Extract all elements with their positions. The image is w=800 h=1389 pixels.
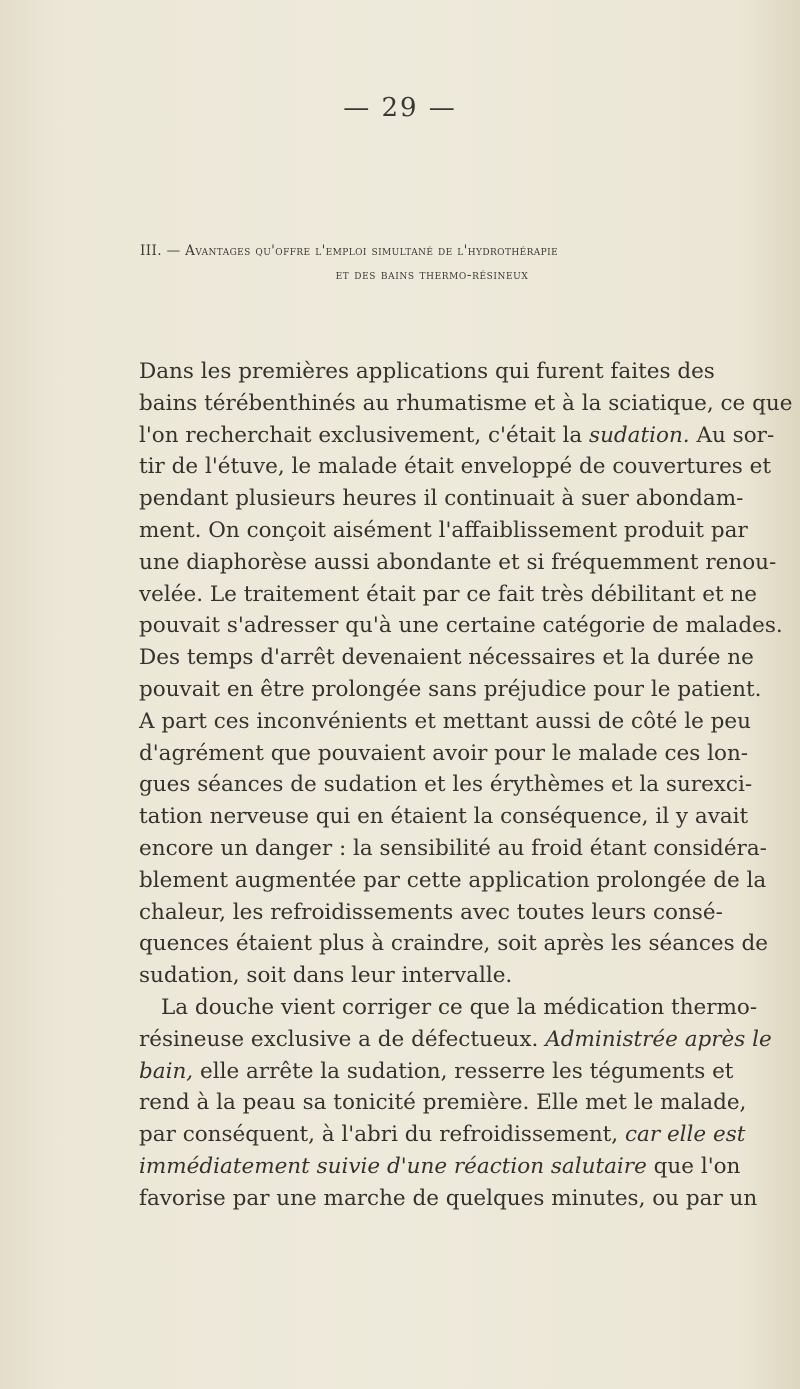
text-line [139, 801, 749, 833]
text-run: pouvait s'adresser qu'à une certaine catégorie de malades. [139, 613, 783, 639]
text-line [139, 483, 744, 515]
text-line [139, 674, 762, 706]
text-run: encore un danger : la sensibilité au froid étant considéra- [139, 835, 767, 861]
body-text [139, 356, 793, 1215]
text-run: d'agrément que pouvaient avoir pour le malade ces lon- [139, 740, 749, 766]
text-run: quences étaient plus à craindre, soit après les séances de [139, 931, 769, 957]
italic-text: bain, [139, 1058, 194, 1084]
text-run: Des temps d'arrêt devenaient nécessaires et la durée ne [139, 645, 754, 671]
italic-text: immédiatement suivie d'une réaction salutaire [139, 1153, 647, 1179]
text-line [139, 515, 748, 547]
text-run: elle arrête la sudation, resserre les téguments et [193, 1058, 734, 1084]
text-run: sudation, soit dans leur intervalle. [139, 963, 513, 989]
text-run: blement augmentée par cette application prolongée de la [139, 867, 767, 893]
text-run: pendant plusieurs heures il continuait à suer abondam- [139, 486, 744, 512]
text-run: Au sor- [689, 422, 775, 448]
text-run: résineuse exclusive a de défectueux. [139, 1026, 546, 1052]
text-line [139, 1119, 746, 1151]
text-line [139, 833, 767, 865]
text-run: rend à la peau sa tonicité première. Elle met le malade, [139, 1090, 747, 1116]
text-run: bains térébenthinés au rhumatisme et à la sciatique, ce que [139, 390, 793, 416]
text-line [139, 865, 767, 897]
text-line [139, 928, 769, 960]
text-run: tir de l'étuve, le malade était enveloppé de couvertures et [139, 454, 772, 480]
text-line [139, 388, 793, 420]
text-line [139, 1056, 734, 1088]
text-line [139, 642, 754, 674]
section-heading [140, 243, 700, 283]
text-run: Dans les premières applications qui furent faites des [139, 359, 715, 384]
italic-text: Administrée après le [545, 1026, 772, 1052]
text-line [139, 1183, 758, 1215]
text-run: pouvait en être prolongée sans préjudice pour le patient. [139, 676, 762, 702]
text-run: tation nerveuse qui en étaient la conséquence, il y avait [139, 804, 749, 830]
text-line [139, 451, 772, 483]
text-line [139, 738, 749, 770]
text-run: une diaphorèse aussi abondante et si fréquemment renou- [139, 549, 777, 575]
section-heading-line-2: et des bains thermo-résineux [335, 267, 529, 283]
text-line [139, 992, 758, 1024]
text-line [139, 610, 783, 642]
page-number: — 29 — [343, 93, 457, 123]
text-line [139, 547, 777, 579]
text-line [139, 769, 753, 801]
text-run: que l'on [646, 1153, 741, 1179]
text-run: A part ces inconvénients et mettant aussi de côté le peu [139, 708, 751, 734]
section-heading-line-1: III. — Avantages qu'offre l'emploi simultané de l'hydrothérapie [140, 243, 559, 259]
italic-text: car elle est [624, 1122, 746, 1148]
text-run: favorise par une marche de quelques minutes, ou par un [139, 1185, 758, 1211]
text-run: ment. On conçoit aisément l'affaiblissement produit par [139, 517, 748, 543]
text-line [139, 420, 775, 452]
text-line [139, 579, 757, 611]
text-run: chaleur, les refroidissements avec toutes leurs consé- [139, 899, 723, 925]
text-run: velée. Le traitement était par ce fait très débilitant et ne [139, 581, 757, 607]
text-line [139, 960, 707, 992]
text-line [139, 1151, 741, 1183]
text-run: gues séances de sudation et les érythèmes et la surexci- [139, 772, 753, 798]
text-line [139, 1087, 747, 1119]
text-line [139, 1024, 772, 1056]
text-run: par conséquent, à l'abri du refroidissement, [139, 1122, 625, 1148]
text-run: l'on recherchait exclusivement, c'était la [139, 422, 590, 448]
italic-text: sudation. [589, 422, 690, 448]
text-run: La douche vient corriger ce que la médication thermo- [161, 994, 758, 1020]
text-line [139, 706, 751, 738]
text-line [139, 356, 715, 388]
text-line [139, 897, 723, 929]
